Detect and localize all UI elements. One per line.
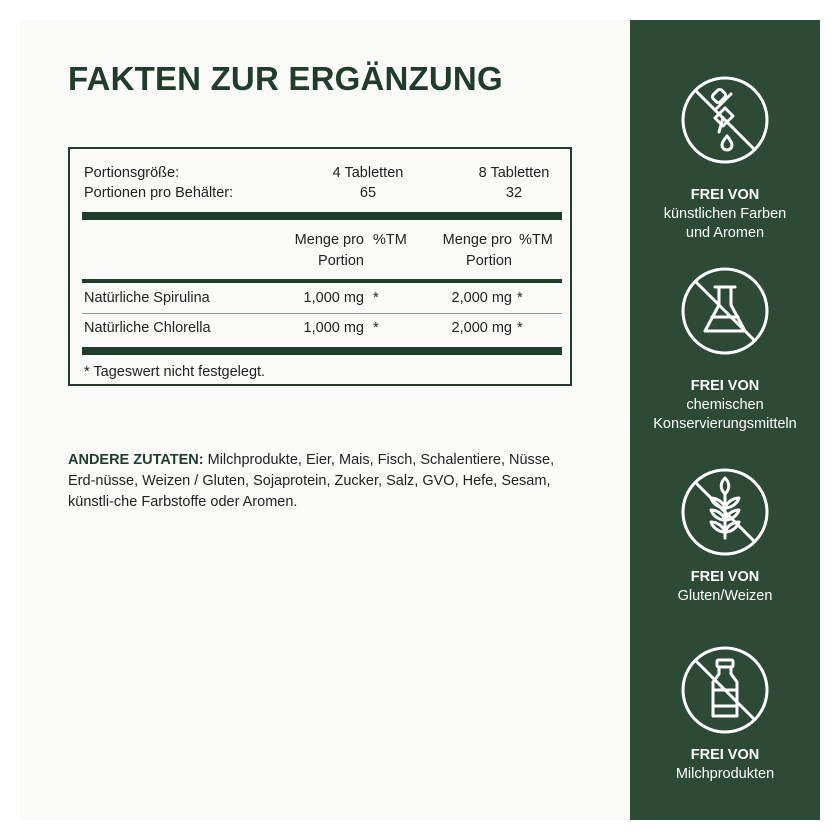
row-amount1: 1,000 mg <box>303 290 364 306</box>
col1-serving: 4 Tabletten <box>332 165 404 181</box>
row-name: Natürliche Chlorella <box>84 320 211 336</box>
dropper-icon <box>679 74 771 166</box>
page-title: FAKTEN ZUR ERGÄNZUNG <box>68 60 503 97</box>
col2-amount-header-line2: Portion <box>466 253 512 269</box>
col2-servings: 32 <box>505 185 523 201</box>
col2-dv-header: %TM <box>519 232 553 248</box>
badge-text <box>630 746 820 784</box>
ingredients-label: ANDERE ZUTATEN: <box>68 451 204 468</box>
col1-dv-header: %TM <box>373 232 407 248</box>
row-amount1: 1,000 mg <box>303 320 364 336</box>
row-amount2: 2,000 mg <box>451 290 512 306</box>
badge-line1: künstlichen Farben <box>663 206 787 222</box>
badge-line1: Gluten/Weizen <box>677 588 773 604</box>
badge-heading: FREI VON <box>690 569 760 585</box>
footnote: * Tageswert nicht festgelegt. <box>84 364 266 380</box>
wheat-icon <box>679 466 771 558</box>
thick-divider <box>82 347 562 355</box>
col2-serving: 8 Tabletten <box>478 165 550 181</box>
badge-heading: FREI VON <box>690 187 760 203</box>
page-canvas <box>20 20 820 820</box>
row-dv2: * <box>517 290 523 306</box>
other-ingredients <box>68 450 583 513</box>
badge-text <box>630 568 820 606</box>
thick-divider <box>82 212 562 220</box>
badge-line2: Konservierungsmitteln <box>653 416 797 432</box>
serving-size-label: Portionsgröße: <box>84 165 180 181</box>
milk-bottle-icon <box>679 644 771 736</box>
supplement-facts-table <box>68 147 572 386</box>
row-dv2: * <box>517 320 523 336</box>
badge-line1: Milchprodukten <box>675 766 775 782</box>
row-dv1: * <box>373 320 379 336</box>
medium-divider <box>82 279 562 283</box>
row-dv1: * <box>373 290 379 306</box>
row-name: Natürliche Spirulina <box>84 290 210 306</box>
servings-per-container-label: Portionen pro Behälter: <box>84 185 234 201</box>
free-from-panel <box>630 20 820 820</box>
badge-text <box>630 186 820 243</box>
col2-amount-header-line1: Menge pro <box>442 232 512 248</box>
badge-line1: chemischen <box>686 397 764 413</box>
flask-icon <box>679 265 771 357</box>
col1-amount-header-line1: Menge pro <box>294 232 364 248</box>
col1-amount-header-line2: Portion <box>318 253 364 269</box>
row-divider <box>82 313 562 314</box>
badge-heading: FREI VON <box>690 747 760 763</box>
col1-servings: 65 <box>359 185 377 201</box>
ingredients-text: Milchprodukte, Eier, Mais, Fisch, Schalentiere, Nüsse, Erd-nüsse, Weizen / Gluten, Sojaprotein, Zucker, Salz, GVO, Hefe, Sesam, künstli-che Farbstoffe oder Aromen. <box>68 451 555 510</box>
badge-text <box>630 377 820 434</box>
row-amount2: 2,000 mg <box>451 320 512 336</box>
badge-heading: FREI VON <box>690 378 760 394</box>
badge-line2: und Aromen <box>685 225 765 241</box>
